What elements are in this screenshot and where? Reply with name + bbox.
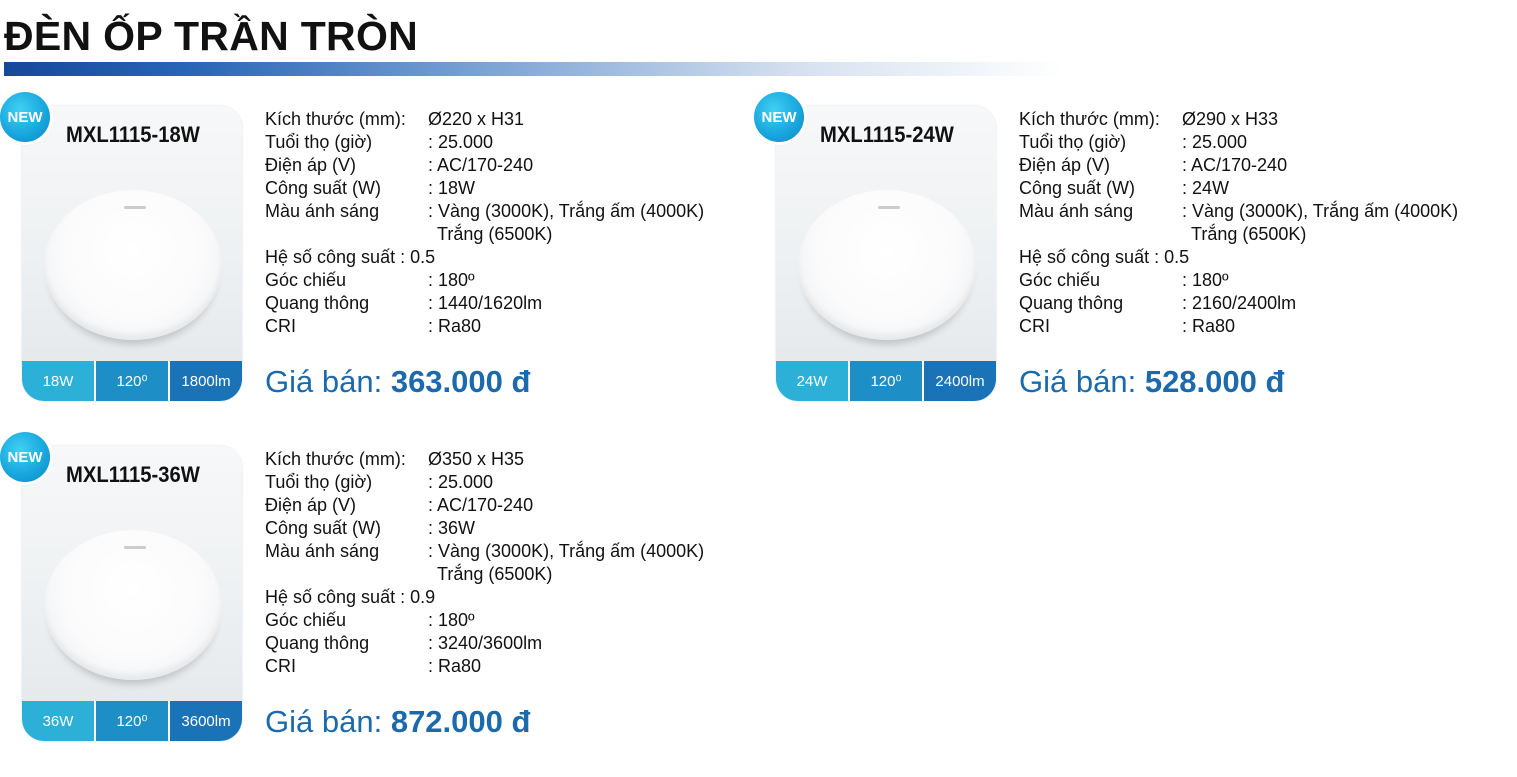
price-label: Giá bán:	[1019, 364, 1137, 399]
spec-label-pf: Hệ số công suất :	[1019, 247, 1160, 267]
page-title: ĐÈN ỐP TRẦN TRÒN	[4, 13, 419, 59]
spec-label-pf: Hệ số công suất :	[265, 247, 406, 267]
spec-power: 36W	[22, 701, 94, 741]
spec-value-flux: : 1440/1620lm	[428, 293, 543, 313]
product-model: MXL1115-24W	[820, 122, 954, 147]
spec-value-size: Ø350 x H35	[428, 449, 525, 469]
spec-label-angle: Góc chiếu	[265, 270, 347, 290]
spec-label-voltage: Điện áp (V)	[265, 495, 357, 515]
new-badge: NEW	[0, 432, 50, 482]
spec-label-size: Kích thước (mm):	[265, 109, 406, 129]
spec-angle: 120⁰	[94, 361, 170, 401]
spec-value-angle: : 180º	[1182, 270, 1229, 290]
lamp-logo-mark	[124, 546, 146, 549]
spec-value-voltage: : AC/170-240	[1182, 155, 1288, 175]
spec-lumen: 2400lm	[924, 361, 996, 401]
spec-label-angle: Góc chiếu	[265, 610, 347, 630]
spec-value-cri: : Ra80	[1182, 316, 1236, 336]
spec-label-pf: Hệ số công suất :	[265, 587, 406, 607]
spec-value-pf: 0.5	[410, 247, 436, 267]
price-value: 528.000 đ	[1144, 364, 1285, 399]
spec-label-life: Tuổi thọ (giờ)	[265, 132, 373, 152]
spec-label-voltage: Điện áp (V)	[1019, 155, 1111, 175]
spec-value-voltage: : AC/170-240	[428, 495, 534, 515]
spec-value-color: : Vàng (3000K), Trắng ấm (4000K)	[428, 201, 705, 221]
spec-lumen: 1800lm	[170, 361, 242, 401]
spec-value-life: : 25.000	[1182, 132, 1248, 152]
spec-value-color-cont: Trắng (6500K)	[1191, 224, 1307, 244]
spec-value-color-cont: Trắng (6500K)	[437, 224, 553, 244]
spec-value-power: : 36W	[428, 518, 476, 538]
price	[1019, 364, 1284, 400]
spec-label-flux: Quang thông	[1019, 293, 1124, 313]
spec-value-life: : 25.000	[428, 132, 494, 152]
lamp-logo-mark	[878, 206, 900, 209]
price-label: Giá bán:	[265, 364, 383, 399]
price	[265, 364, 530, 400]
spec-label-color: Màu ánh sáng	[1019, 201, 1134, 221]
spec-value-voltage: : AC/170-240	[428, 155, 534, 175]
price-label: Giá bán:	[265, 704, 383, 739]
spec-lumen: 3600lm	[170, 701, 242, 741]
spec-power: 24W	[776, 361, 848, 401]
spec-list	[1019, 108, 1458, 338]
spec-label-color: Màu ánh sáng	[265, 201, 380, 221]
spec-value-angle: : 180º	[428, 610, 475, 630]
new-badge: NEW	[754, 92, 804, 142]
spec-label-flux: Quang thông	[265, 293, 370, 313]
product-model: MXL1115-18W	[66, 122, 200, 147]
ceiling-lamp-image	[44, 530, 222, 680]
spec-label-power: Công suất (W)	[265, 518, 382, 538]
spec-value-color: : Vàng (3000K), Trắng ấm (4000K)	[428, 541, 705, 561]
product-mxl1115-24w	[754, 92, 1514, 437]
spec-angle: 120⁰	[848, 361, 924, 401]
spec-label-voltage: Điện áp (V)	[265, 155, 357, 175]
spec-label-cri: CRI	[265, 316, 296, 336]
spec-value-pf: 0.9	[410, 587, 436, 607]
product-mxl1115-18w	[0, 92, 760, 437]
spec-label-size: Kích thước (mm):	[265, 449, 406, 469]
product-mxl1115-36w	[0, 432, 760, 777]
spec-value-size: Ø290 x H33	[1182, 109, 1279, 129]
spec-value-power: : 18W	[428, 178, 476, 198]
spec-value-life: : 25.000	[428, 472, 494, 492]
product-image-card	[22, 106, 242, 401]
spec-strip	[22, 701, 242, 741]
product-image-card	[776, 106, 996, 401]
spec-label-life: Tuổi thọ (giờ)	[265, 472, 373, 492]
spec-value-cri: : Ra80	[428, 316, 482, 336]
spec-label-power: Công suất (W)	[265, 178, 382, 198]
spec-label-power: Công suất (W)	[1019, 178, 1136, 198]
spec-value-pf: 0.5	[1164, 247, 1190, 267]
spec-value-power: : 24W	[1182, 178, 1230, 198]
spec-value-angle: : 180º	[428, 270, 475, 290]
product-model: MXL1115-36W	[66, 462, 200, 487]
spec-strip	[776, 361, 996, 401]
spec-strip	[22, 361, 242, 401]
spec-label-cri: CRI	[265, 656, 296, 676]
spec-label-size: Kích thước (mm):	[1019, 109, 1160, 129]
spec-list	[265, 448, 704, 678]
spec-value-flux: : 2160/2400lm	[1182, 293, 1297, 313]
spec-value-cri: : Ra80	[428, 656, 482, 676]
spec-value-color: : Vàng (3000K), Trắng ấm (4000K)	[1182, 201, 1459, 221]
spec-label-angle: Góc chiếu	[1019, 270, 1101, 290]
new-badge: NEW	[0, 92, 50, 142]
spec-list	[265, 108, 704, 338]
spec-label-color: Màu ánh sáng	[265, 541, 380, 561]
spec-label-cri: CRI	[1019, 316, 1050, 336]
spec-label-life: Tuổi thọ (giờ)	[1019, 132, 1127, 152]
price-value: 872.000 đ	[390, 704, 531, 739]
spec-label-flux: Quang thông	[265, 633, 370, 653]
ceiling-lamp-image	[44, 190, 222, 340]
price-value: 363.000 đ	[390, 364, 531, 399]
price	[265, 704, 530, 740]
ceiling-lamp-image	[798, 190, 976, 340]
spec-value-color-cont: Trắng (6500K)	[437, 564, 553, 584]
product-image-card	[22, 446, 242, 741]
spec-angle: 120⁰	[94, 701, 170, 741]
lamp-logo-mark	[124, 206, 146, 209]
spec-power: 18W	[22, 361, 94, 401]
title-underline-bar	[4, 62, 1064, 76]
spec-value-size: Ø220 x H31	[428, 109, 525, 129]
spec-value-flux: : 3240/3600lm	[428, 633, 543, 653]
